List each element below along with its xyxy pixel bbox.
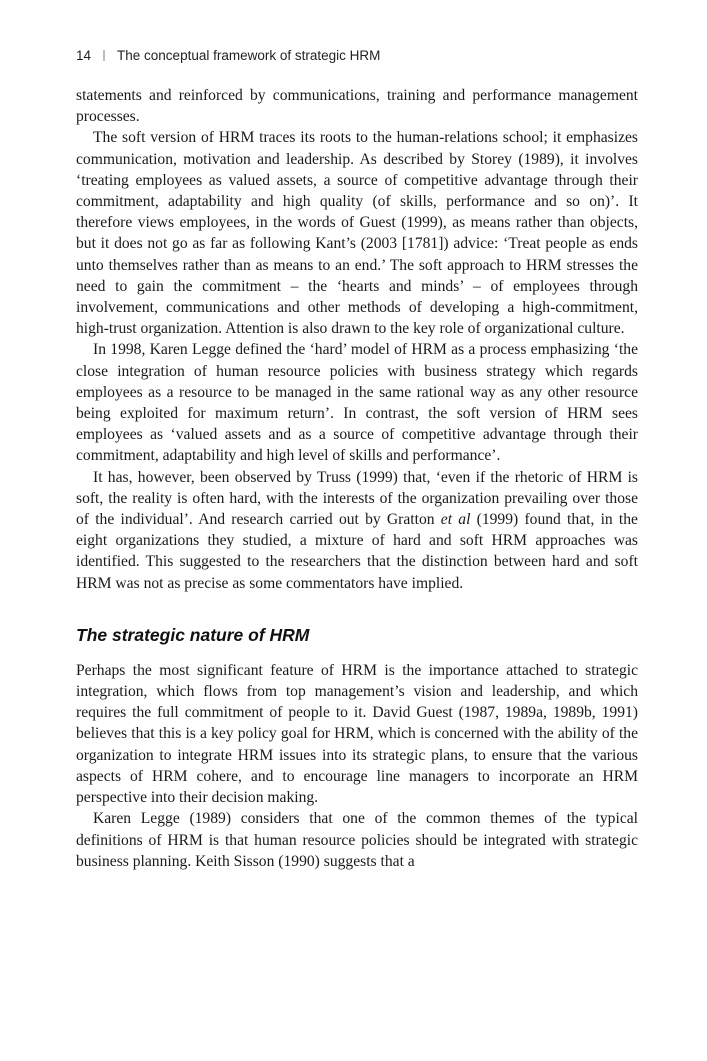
paragraph-truss-part1: It has, however, been observed by Truss (1999) that, ‘even if the rhetoric of HRM is soft, the reality is often hard, with the interests of the organization prevailing over those of the individual’. And research carried out by Gratton xyxy=(76,468,638,529)
paragraph-truss-part2: (1999) found that, in the eight organizations they studied, a mixture of hard and soft HRM approaches was identified. This suggested to the researchers that the distinction between hard and soft HRM was not as precise as some commentators have implied. xyxy=(76,511,638,592)
paragraph-soft-hrm: The soft version of HRM traces its roots to the human-relations school; it emphasizes communication, motivation and leadership. As described by Storey (1989), it involves ‘treating employees as valued assets, a source of competitive advantage through their commitment, adaptability and high quality (of skills, performance and so on)’. It therefore views employees, in the words of Guest (1999), as means rather than objects, but it does not go as far as following Kant’s (2003 [1781]) advice: ‘Treat people as ends unto themselves rather than as means to an end.’ The soft approach to HRM stresses the need to gain the commitment – the ‘hearts and minds’ – of employees through involvement, communications and other methods of developing a high-commitment, high-trust organization. Attention is also drawn to the key role of organizational culture. xyxy=(76,129,638,338)
paragraph-continued: statements and reinforced by communications, training and performance management processes. xyxy=(76,87,638,126)
header-separator xyxy=(103,50,105,61)
running-header xyxy=(76,48,380,63)
page-number: 14 xyxy=(76,48,92,63)
paragraph-hard-model: In 1998, Karen Legge defined the ‘hard’ model of HRM as a process emphasizing ‘the close integration of human resource policies with business strategy which regards employees as a resource to be managed in the same rational way as any other resource being exploited for maximum return’. In contrast, the soft version of HRM sees employees as ‘valued assets and as a source of competitive advantage through their commitment, adaptability and high level of skills and performance’. xyxy=(76,341,638,465)
paragraph-legge-sisson: Karen Legge (1989) considers that one of the common themes of the typical definitions of HRM is that human resource policies should be integrated with strategic business planning. Keith Sisson (1990) suggests that a xyxy=(76,810,638,870)
et-al-italic: et al xyxy=(440,511,471,529)
paragraph-truss xyxy=(76,467,638,594)
running-title: The conceptual framework of strategic HRM xyxy=(117,48,381,63)
section-heading: The strategic nature of HRM xyxy=(76,624,310,645)
paragraph-strategic-integration: Perhaps the most significant feature of HRM is the importance attached to strategic integration, which flows from top management’s vision and leadership, and which requires the full commitment of people to it. David Guest (1987, 1989a, 1989b, 1991) believes that this is a key policy goal for HRM, which is concerned with the ability of the organization to integrate HRM issues into its strategic plans, to ensure that the various aspects of HRM cohere, and to encourage line managers to incorporate an HRM perspective into their decision making. xyxy=(76,661,638,807)
body-text xyxy=(76,85,638,872)
